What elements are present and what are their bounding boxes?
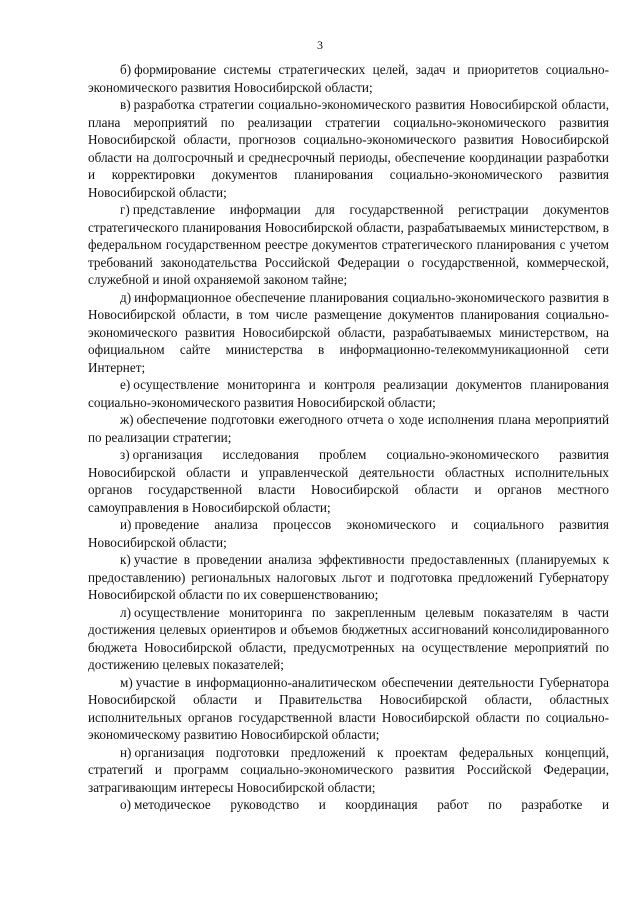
item-text: участие в проведении анализа эффективности предоставленных (планируемых к предоставлению) региональных налоговых льгот и подготовка предложений Губернатору Новосибирской области по их совершенствованию; <box>88 552 609 602</box>
item-label: и) <box>120 517 132 532</box>
item-label: е) <box>120 377 131 392</box>
page-number: 3 <box>317 38 323 52</box>
item-label: б) <box>120 62 132 77</box>
list-item-o <box>88 796 609 814</box>
item-label: к) <box>120 552 131 567</box>
list-item-i <box>88 516 609 551</box>
item-text: информационное обеспечение планирования социально-экономического развития в Новосибирской области, в том числе размещение документов планирования социально-экономического развития Новосибирской области, разрабатываемых министерством, на официальном сайте министерства в информационно-телекоммуникационной сети Интернет; <box>88 289 609 375</box>
item-label: о) <box>120 797 131 812</box>
list-item-d <box>88 289 609 377</box>
list-item-l <box>88 604 609 674</box>
item-text: осуществление мониторинга и контроля реализации документов планирования социально-экономического развития Новосибирской области; <box>88 377 609 410</box>
item-text: организация подготовки предложений к проектам федеральных концепций, стратегий и программ социально-экономического развития Российской Федерации, затрагивающим интересы Новосибирской области; <box>88 744 609 795</box>
list-item-e <box>88 376 609 411</box>
item-label: ж) <box>120 412 134 427</box>
list-item-z <box>88 446 609 516</box>
item-label: з) <box>120 447 130 462</box>
list-item-g <box>88 201 609 289</box>
list-item-m <box>88 674 609 744</box>
item-label: л) <box>120 604 131 620</box>
document-body <box>88 61 609 814</box>
item-text: организация исследования проблем социально-экономического развития Новосибирской области и управленческой деятельности областных исполнительных органов государственной власти Новосибирской области и органов местного самоуправления в Новосибирской области; <box>88 447 609 515</box>
list-item-k <box>88 551 609 604</box>
item-text: осуществление мониторинга по закрепленным целевым показателям в части достижения целевых ориентиров и объемов бюджетных ассигнований консолидированного бюджета Новосибирской области, предусмотренных на осуществление мероприятий по достижению целевых показателей; <box>88 604 609 672</box>
item-label: д) <box>120 289 132 305</box>
list-item-v <box>88 96 609 201</box>
list-item-n <box>88 744 609 797</box>
item-text: методическое руководство и координация работ по разработке и <box>134 797 609 812</box>
item-text: формирование системы стратегических целей, задач и приоритетов социально-экономического развития Новосибирской области; <box>88 62 609 95</box>
item-label: г) <box>120 202 130 217</box>
list-item-zh <box>88 411 609 446</box>
item-text: проведение анализа процессов экономического и социального развития Новосибирской области; <box>88 517 609 550</box>
item-text: представление информации для государственной регистрации документов стратегического планирования Новосибирской области, разрабатываемых министерством, в федеральном государственном реестре документов стратегического планирования с учетом требований законодательства Российской Федерации о государственной, коммерческой, служебной и иной охраняемой законом тайне; <box>88 202 609 287</box>
item-label: н) <box>120 744 132 760</box>
item-text: разработка стратегии социально-экономического развития Новосибирской области, плана мероприятий по реализации стратегии социально-экономического развития Новосибирской области, прогнозов социально-экономического развития Новосибирской области на долгосрочный и среднесрочный периоды, обеспечение координации разработки и корректировки документов планирования социально-экономического развития Новосибирской области; <box>88 97 609 200</box>
item-label: м) <box>120 674 133 690</box>
item-text: обеспечение подготовки ежегодного отчета о ходе исполнения плана мероприятий по реализации стратегии; <box>88 412 609 445</box>
item-text: участие в информационно-аналитическом обеспечении деятельности Губернатора Новосибирской области и Правительства Новосибирской области, областных исполнительных органов государственной власти Новосибирской области по социально-экономическому развитию Новосибирской области; <box>88 674 609 742</box>
item-label: в) <box>120 97 131 112</box>
list-item-b <box>88 61 609 96</box>
